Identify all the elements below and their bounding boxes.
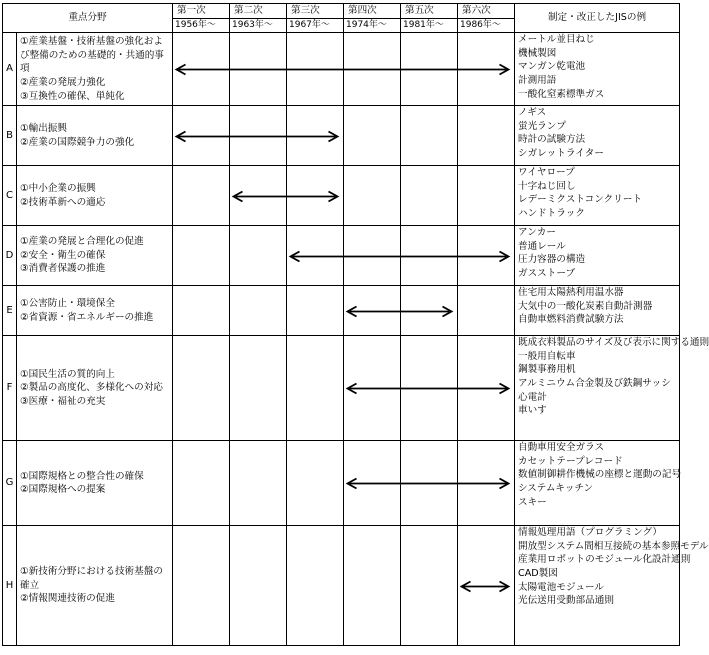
table-row xyxy=(3,106,680,166)
header-year-1: 1956年～ xyxy=(173,18,230,33)
jis-examples xyxy=(515,226,680,286)
table-row xyxy=(3,526,680,646)
header-year-5: 1981年～ xyxy=(401,18,458,33)
phase-cell xyxy=(173,226,230,286)
phase-cell xyxy=(401,106,458,166)
row-label: B xyxy=(3,106,17,166)
table-row xyxy=(3,286,680,336)
jis-example-item: 自動車用安全ガラス xyxy=(518,442,605,454)
jis-example-item: 計測用語 xyxy=(518,74,557,86)
jis-example-item: 蛍光ランプ xyxy=(518,120,566,132)
phase-cell xyxy=(230,441,287,526)
phase-cell xyxy=(458,106,515,166)
jis-example-item: 光伝送用受動部品通則 xyxy=(518,595,614,607)
jis-example-item: 機械製図 xyxy=(518,47,557,59)
phase-cell xyxy=(458,33,515,106)
row-label: C xyxy=(3,166,17,226)
focus-area-item: ①中小企業の振興 xyxy=(20,183,96,195)
phase-cell xyxy=(458,336,515,441)
phase-cell xyxy=(401,226,458,286)
focus-area-item: ②技術革新への適応 xyxy=(20,196,106,208)
header-phase-5: 第五次 xyxy=(401,4,458,19)
focus-area-item: ①産業基盤・技術基盤の強化および整備のための基礎的・共通的事項 xyxy=(20,36,164,75)
header-phase-1: 第一次 xyxy=(173,4,230,19)
jis-example-item: 一酸化窒素標準ガス xyxy=(518,88,605,100)
jis-example-item: 心電計 xyxy=(518,391,547,403)
phase-cell xyxy=(287,336,344,441)
focus-area-item: ②製品の高度化、多様化への対応 xyxy=(20,382,163,394)
focus-area-item: ①国民生活の質的向上 xyxy=(20,368,115,380)
focus-areas xyxy=(17,441,173,526)
focus-areas xyxy=(17,226,173,286)
focus-area-item: ②国際規格への提案 xyxy=(20,484,106,496)
phase-cell xyxy=(401,336,458,441)
jis-example-item: ノギス xyxy=(518,107,547,119)
header-focus: 重点分野 xyxy=(3,4,173,33)
row-label: E xyxy=(3,286,17,336)
jis-examples xyxy=(515,336,709,441)
jis-example-item: メートル並目ねじ xyxy=(518,34,595,46)
jis-example-item: アルミニウム合金製及び鉄鋼サッシ xyxy=(518,377,671,389)
focus-area-item: ①公害防止・環境保全 xyxy=(20,298,115,310)
jis-example-item: 産業用ロボットのモジュール化設計通則 xyxy=(518,554,691,566)
phase-cell xyxy=(173,33,230,106)
phase-cell xyxy=(401,33,458,106)
header-year-4: 1974年～ xyxy=(344,18,401,33)
phase-cell xyxy=(401,441,458,526)
header-examples: 制定・改正したJISの例 xyxy=(515,4,680,33)
focus-area-item: ①国際規格との整合性の確保 xyxy=(20,470,144,482)
phase-cell xyxy=(230,33,287,106)
row-label: D xyxy=(3,226,17,286)
phase-cell xyxy=(344,336,401,441)
jis-examples xyxy=(515,441,680,526)
phase-cell xyxy=(173,106,230,166)
phase-cell xyxy=(458,441,515,526)
focus-area-item: ②情報関連技術の促進 xyxy=(20,593,115,605)
phase-cell xyxy=(230,226,287,286)
phase-cell xyxy=(230,526,287,646)
phase-cell xyxy=(287,441,344,526)
jis-examples xyxy=(515,166,680,226)
phase-cell xyxy=(401,286,458,336)
focus-areas xyxy=(17,526,173,646)
jis-example-item: スキー xyxy=(518,496,547,508)
phase-cell xyxy=(287,286,344,336)
focus-area-item: ③消費者保護の推進 xyxy=(20,263,106,275)
phase-cell xyxy=(344,166,401,226)
phase-cell xyxy=(230,166,287,226)
jis-example-item: 十字ねじ回し xyxy=(518,180,576,192)
phase-cell xyxy=(344,33,401,106)
jis-example-item: ハンドトラック xyxy=(518,207,585,219)
focus-area-item: ②省資源・省エネルギーの推進 xyxy=(20,311,154,323)
table-row xyxy=(3,336,680,441)
jis-example-item: 圧力容器の構造 xyxy=(518,254,586,266)
phase-cell xyxy=(287,226,344,286)
phase-cell xyxy=(344,286,401,336)
phase-cell xyxy=(230,106,287,166)
phase-cell xyxy=(401,526,458,646)
jis-example-item: 住宅用太陽熱利用温水器 xyxy=(518,287,624,299)
phase-cell xyxy=(173,336,230,441)
phase-cell xyxy=(401,166,458,226)
jis-example-item: 時計の試験方法 xyxy=(518,134,586,146)
focus-area-item: ③互換性の確保、単純化 xyxy=(20,90,125,102)
jis-example-item: 開放型システム間相互接続の基本参照モデル xyxy=(518,540,709,552)
phase-cell xyxy=(173,166,230,226)
phase-cell xyxy=(287,166,344,226)
jis-focus-table xyxy=(2,3,709,646)
phase-cell xyxy=(287,526,344,646)
jis-example-item: 数値制御耕作機械の座標と運動の記号 xyxy=(518,469,682,481)
focus-area-item: ③医療・福祉の充実 xyxy=(20,395,106,407)
focus-areas xyxy=(17,286,173,336)
row-label: G xyxy=(3,441,17,526)
jis-example-item: 普通レール xyxy=(518,240,566,252)
phase-cell xyxy=(344,526,401,646)
jis-examples xyxy=(515,526,709,646)
focus-area-item: ①産業の発展と合理化の促進 xyxy=(20,236,144,248)
jis-example-item: マンガン乾電池 xyxy=(518,61,586,73)
jis-example-item: 鋼製事務用机 xyxy=(518,364,576,376)
header-phase-2: 第二次 xyxy=(230,4,287,19)
jis-example-item: カセットテープレコード xyxy=(518,455,623,467)
header-year-6: 1986年～ xyxy=(458,18,515,33)
jis-example-item: ガスストーブ xyxy=(518,267,576,279)
focus-area-item: ②産業の国際競争力の強化 xyxy=(20,136,135,148)
phase-cell xyxy=(287,33,344,106)
jis-example-item: 太陽電池モジュール xyxy=(518,581,604,593)
row-label: A xyxy=(3,33,17,106)
jis-examples xyxy=(515,33,680,106)
focus-area-item: ②安全・衛生の確保 xyxy=(20,249,106,261)
jis-example-item: 自動車燃料消費試験方法 xyxy=(518,314,624,326)
jis-example-item: 情報処理用語（プログラミング） xyxy=(518,527,663,539)
phase-cell xyxy=(173,441,230,526)
table-row xyxy=(3,441,680,526)
phase-cell xyxy=(458,286,515,336)
table-row xyxy=(3,226,680,286)
phase-cell xyxy=(458,166,515,226)
jis-example-item: シガレットライター xyxy=(518,147,604,159)
jis-example-item: 車いす xyxy=(518,405,547,417)
jis-example-item: ワイヤロープ xyxy=(518,167,575,179)
focus-area-item: ①新技術分野における技術基盤の確立 xyxy=(20,566,163,591)
jis-example-item: アンカー xyxy=(518,227,556,239)
header-year-3: 1967年～ xyxy=(287,18,344,33)
jis-example-item: CAD製図 xyxy=(518,567,558,579)
header-phase-4: 第四次 xyxy=(344,4,401,19)
phase-cell xyxy=(230,336,287,441)
jis-example-item: システムキッチン xyxy=(518,482,594,494)
phase-cell xyxy=(173,526,230,646)
phase-cell xyxy=(344,106,401,166)
jis-example-item: 既成衣料製品のサイズ及び表示に関する通則 xyxy=(518,337,709,349)
table-row xyxy=(3,166,680,226)
focus-area-item: ②産業の発展力強化 xyxy=(20,76,106,88)
header-phase-3: 第三次 xyxy=(287,4,344,19)
focus-area-item: ①輸出振興 xyxy=(20,123,67,135)
focus-areas xyxy=(17,336,173,441)
phase-cell xyxy=(230,286,287,336)
phase-cell xyxy=(458,526,515,646)
jis-example-item: レデーミクストコンクリート xyxy=(518,194,643,206)
jis-example-item: 一般用自転車 xyxy=(518,350,576,362)
focus-areas xyxy=(17,106,173,166)
header-year-2: 1963年～ xyxy=(230,18,287,33)
table-row xyxy=(3,33,680,106)
focus-areas xyxy=(17,166,173,226)
row-label: F xyxy=(3,336,17,441)
focus-areas xyxy=(17,33,173,106)
phase-cell xyxy=(344,441,401,526)
jis-examples xyxy=(515,106,680,166)
jis-examples xyxy=(515,286,680,336)
phase-cell xyxy=(173,286,230,336)
phase-cell xyxy=(344,226,401,286)
jis-example-item: 大気中の一酸化炭素自動計測器 xyxy=(518,300,653,312)
row-label: H xyxy=(3,526,17,646)
header-phase-6: 第六次 xyxy=(458,4,515,19)
phase-cell xyxy=(458,226,515,286)
phase-cell xyxy=(287,106,344,166)
